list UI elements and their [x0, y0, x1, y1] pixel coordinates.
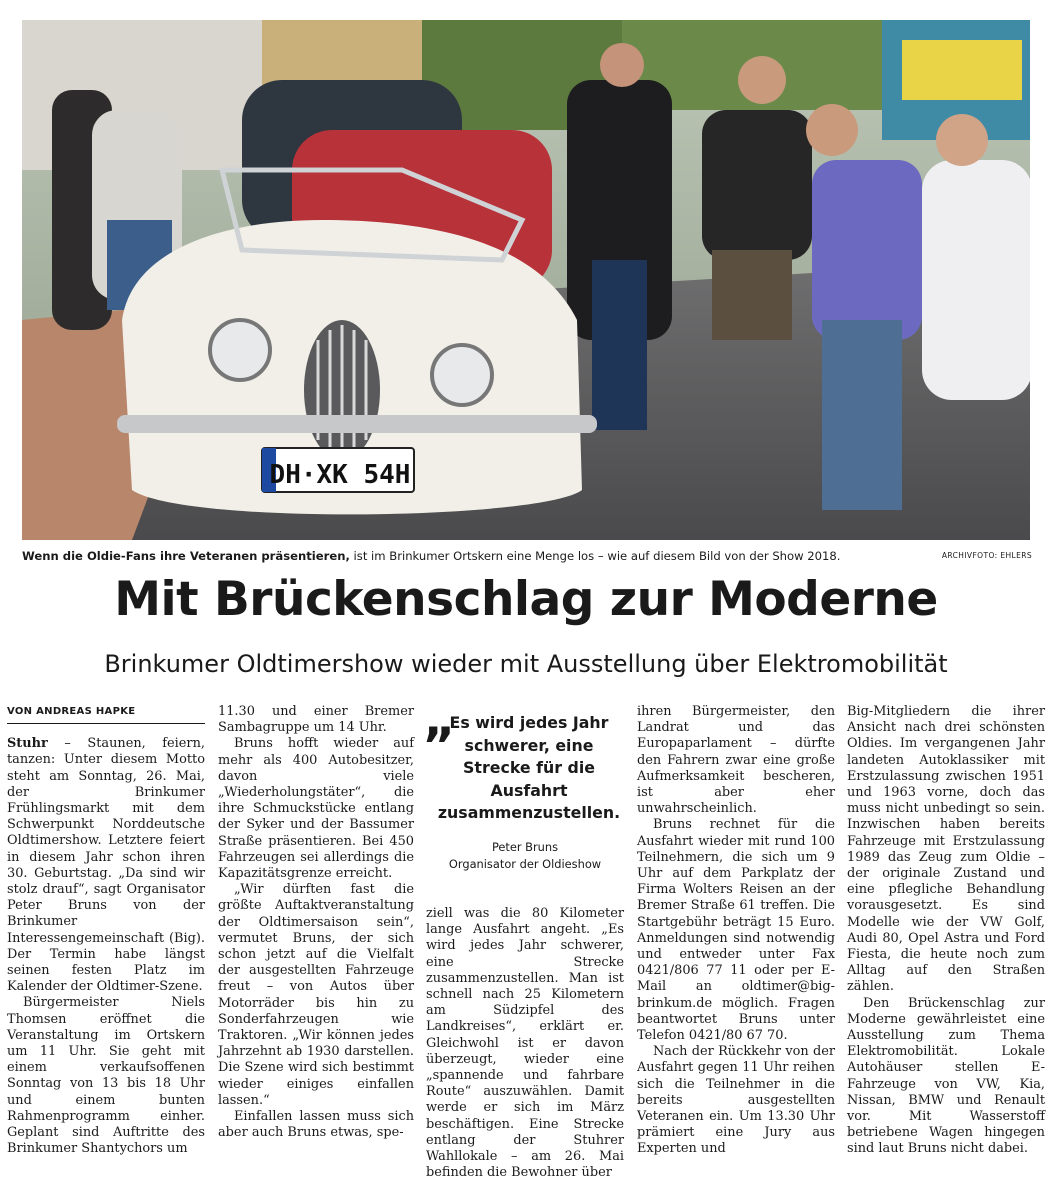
paragraph: 11.30 und einer Bremer Sambagruppe um 14 Uhr. [218, 704, 414, 736]
paragraph: „Wir dürften fast die größte Auftaktveranstaltung der Oldtimersaison sein“, vermutet Bruns, der sich schon jetzt auf die Vielfalt der ausgestellten Fahrzeuge freut – von Autos über Motorräder bis hin zu Sonderfahrzeugen wie Traktoren. „Wir können jedes Jahrzehnt ab 1930 darstellen. Die Szene wird sich bestimmt wieder einiges einfallen lassen.“ [218, 882, 414, 1108]
article-photo [22, 20, 1030, 540]
caption-text: ist im Brinkumer Ortskern eine Menge los – wie auf diesem Bild von der Show 2018. [349, 549, 841, 563]
paragraph: ihren Bürgermeister, den Landrat und das Europaparlament – dürfte den Fahrern zwar eine große Aufmerksamkeit bescheren, ist aber eher unwahrscheinlich. [637, 704, 835, 817]
paragraph: Den Brückenschlag zur Moderne gewährleistet eine Ausstellung zum Thema Elektromobilität. Lokale Autohäuser stellen E-Fahrzeuge von VW, Kia, Nissan, BMW und Renault vor. Mit Wasserstoff betriebene Wagen hingegen sind laut Bruns nicht dabei. [847, 995, 1045, 1157]
paragraph: Bürgermeister Niels Thomsen eröffnet die Veranstaltung im Ortskern um 11 Uhr. Sie geht mit einem verkaufsoffenen Sonntag von 13 bis 18 Uhr und einem bunten Rahmenprogramm einher. Geplant sind Auftritte des Brinkumer Shantychors um [7, 995, 205, 1157]
quote-author: Peter Bruns [491, 839, 559, 854]
paragraph: Einfallen lassen muss sich aber auch Bruns etwas, spe- [218, 1109, 414, 1141]
subheadline: Brinkumer Oldtimershow wieder mit Ausstellung über Elektromobilität [104, 650, 948, 678]
paragraph: Nach der Rückkehr von der Ausfahrt gegen 11 Uhr reihen sich die Teilnehmer in die bereits ausgestellten Veteranen ein. Um 13.30 Uhr prämiert eine Jury aus Experten und [637, 1044, 835, 1157]
article-column-3 [426, 906, 624, 1181]
byline: VON ANDREAS HAPKE [7, 704, 205, 724]
paragraph: Bruns rechnet für die Ausfahrt wieder mit rund 100 Teilnehmern, die sich um 9 Uhr auf dem Parkplatz der Firma Wolters Reisen an der Bremer Straße 61 treffen. Die Startgebühr beträgt 15 Euro. Anmeldungen sind notwendig und entweder unter Fax 0421/806 77 11 oder per E-Mail an oldtimer@big-brinkum.de möglich. Fragen beantwortet Bruns unter Telefon 0421/80 67 70. [637, 817, 835, 1044]
quote-text: Es wird jedes Jahr schwerer, eine Strecke für die Ausfahrt zusammenzustellen. [437, 713, 621, 822]
paragraph: Bruns hofft wieder auf mehr als 400 Autobesitzer, davon viele „Wiederholungstäter“, die ihre Schmuckstücke entlang der Syker und der Bassumer Straße präsentieren. Bei 450 Fahrzeugen sei allerdings die Kapazitätsgrenze erreicht. [218, 736, 414, 882]
quote-author-role: Organisator der Oldieshow [448, 856, 602, 871]
pull-quote [423, 690, 625, 873]
dateline: Stuhr [7, 736, 48, 752]
article-column-1 [7, 704, 205, 1157]
quote-mark: „ [423, 690, 456, 748]
caption-lead: Wenn die Oldie-Fans ihre Veteranen präsentieren, [22, 549, 350, 563]
article-column-2 [218, 704, 414, 1141]
headline: Mit Brückenschlag zur Moderne [114, 572, 938, 627]
paragraph: Stuhr – Staunen, feiern, tanzen: Unter diesem Motto steht am Sonntag, 26. Mai, der Brinkumer Frühlingsmarkt mit dem Schwerpunkt Norddeutsche Oldtimershow. Letztere feiert in diesem Jahr schon ihren 30. Geburtstag. „Da sind wir stolz drauf“, sagt Organisator Peter Bruns von der Brinkumer Interessengemeinschaft (Big). Der Termin habe längst seinen festen Platz im Kalender der Oldtimer-Szene. [7, 736, 205, 995]
photo-caption [22, 549, 1032, 563]
license-plate-text: DH·XK 54H [269, 460, 411, 490]
photo-credit: ARCHIVFOTO: EHLERS [941, 551, 1032, 560]
paragraph: ziell was die 80 Kilometer lange Ausfahrt angeht. „Es wird jedes Jahr schwerer, eine Strecke zusammenzustellen. Man ist schnell nach 25 Kilometern am Südzipfel des Landkreises“, erklärt er. Gleichwohl ist er davon überzeugt, wieder eine „spannende und fahrbare Route“ auszuwählen. Damit werde er sich im März beschäftigen. Eine Strecke entlang der Stuhrer Wahllokale – am 26. Mai befinden die Bewohner über [426, 906, 624, 1181]
paragraph: Big-Mitgliedern die ihrer Ansicht nach drei schönsten Oldies. Im vergangenen Jahr landeten Autoklassiker mit Erstzulassung zwischen 1951 und 1963 vorne, doch das muss nicht unbedingt so sein. Inzwischen haben bereits Fahrzeuge mit Erstzulassung 1989 das Zeug zum Oldie – der originale Zustand und eine pflegliche Behandlung vorausgesetzt. Es sind Modelle wie der VW Golf, Audi 80, Opel Astra und Ford Fiesta, die heute noch zum Alltag auf den Straßen zählen. [847, 704, 1045, 995]
oldtimer-street-photo [22, 20, 1030, 540]
article-column-5 [847, 704, 1045, 1158]
article-column-4 [637, 704, 835, 1158]
